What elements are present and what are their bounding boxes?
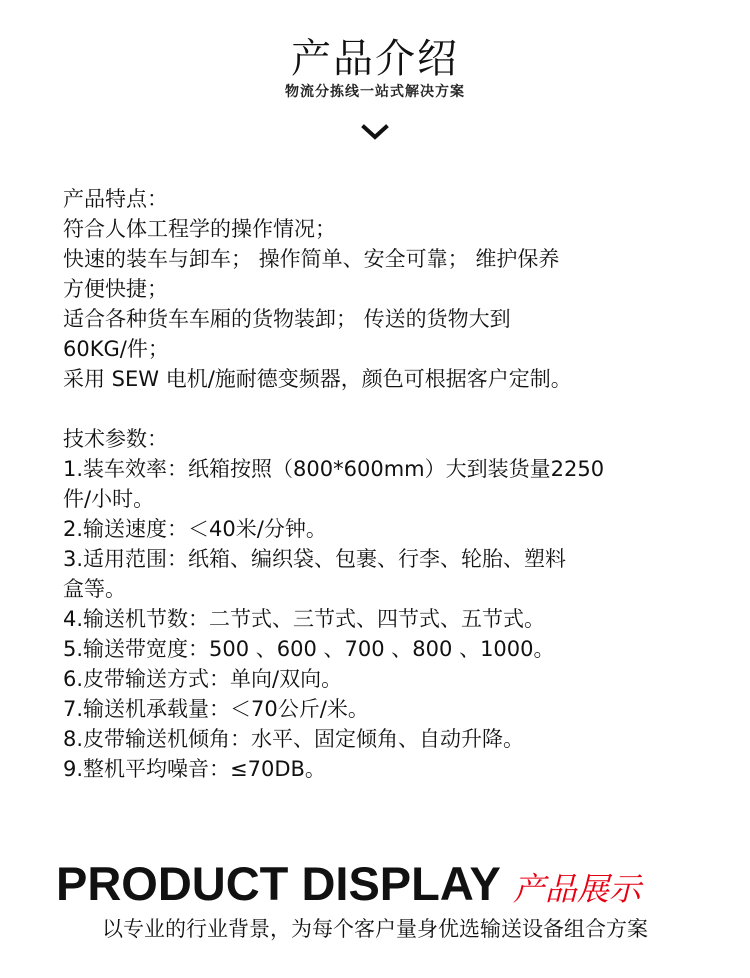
feature-line: 采用 SEW 电机/施耐德变频器，颜色可根据客户定制。 — [63, 367, 572, 391]
feature-line: 方便快捷； — [63, 277, 168, 301]
intro-subtitle: 物流分拣线一站式解决方案 — [285, 84, 465, 100]
feature-line: 适合各种货车车厢的货物装卸； 传送的货物大到 — [63, 307, 511, 331]
spec-line: 盒等。 — [63, 577, 126, 601]
feature-line: 60KG/件； — [63, 337, 169, 361]
spec-line: 4.输送机节数：二节式、三节式、四节式、五节式。 — [63, 607, 546, 631]
spec-line: 5.输送带宽度：500 、600 、700 、800 、1000。 — [63, 637, 555, 661]
feature-line: 快速的装车与卸车； 操作简单、安全可靠； 维护保养 — [63, 247, 560, 271]
spec-line: 9.整机平均噪音：≤70DB。 — [63, 757, 326, 781]
intro-title: 产品介绍 — [291, 36, 459, 82]
chevron-down-icon — [361, 124, 389, 140]
feature-line: 符合人体工程学的操作情况； — [63, 217, 336, 241]
display-title-en: PRODUCT DISPLAY — [56, 857, 501, 910]
spec-line: 7.输送机承载量：＜70公斤/米。 — [63, 697, 369, 721]
spec-line: 1.装车效率：纸箱按照（800*600mm）大到装货量2250 — [63, 457, 605, 481]
spec-line: 8.皮带输送机倾角：水平、固定倾角、自动升降。 — [63, 727, 525, 751]
features-heading: 产品特点： — [63, 187, 168, 211]
specs-heading: 技术参数： — [63, 427, 168, 451]
display-title-cn: 产品展示 — [512, 870, 641, 908]
spec-line: 3.适用范围：纸箱、编织袋、包裹、行李、轮胎、塑料 — [63, 547, 567, 571]
spec-line: 2.输送速度：＜40米/分钟。 — [63, 517, 327, 541]
section-gap — [63, 394, 703, 424]
display-caption: 以专业的行业背景，为每个客户量身优选输送设备组合方案 — [102, 917, 648, 941]
spec-line: 件/小时。 — [63, 487, 155, 511]
spec-line: 6.皮带输送方式：单向/双向。 — [63, 667, 343, 691]
product-display-heading — [56, 856, 736, 912]
product-description — [63, 184, 703, 784]
